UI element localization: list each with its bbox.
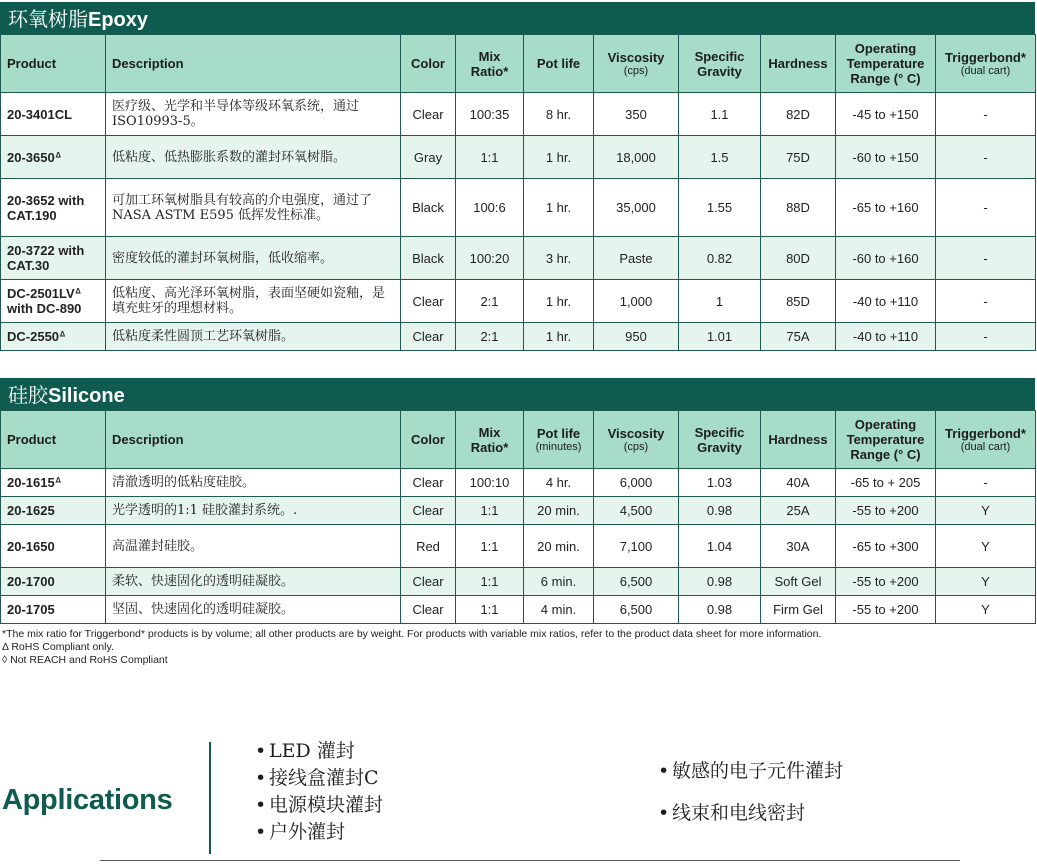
cell-hard: Soft Gel [761,568,836,596]
cell-trig: - [936,323,1036,351]
list-item: • 电源模块灌封 [255,794,384,816]
col-product: Product [1,35,106,93]
cell-sg: 1.1 [679,93,761,136]
cell-sg: 0.82 [679,237,761,280]
cell-trig: Y [936,497,1036,525]
list-item: • 敏感的电子元件灌封 [658,760,844,782]
cell-pot: 3 hr. [524,237,594,280]
table-row [1,323,1036,351]
col-trig: Triggerbond* (dual cart) [936,411,1036,469]
table-row [1,596,1036,624]
cell-desc: 密度较低的灌封环氧树脂，低收缩率。 [106,237,401,280]
table-row [1,497,1036,525]
cell-pot: 1 hr. [524,179,594,237]
cell-trig: - [936,237,1036,280]
cell-sg: 1.5 [679,136,761,179]
cell-trig: - [936,93,1036,136]
cell-temp: -65 to + 205 [836,469,936,497]
applications-title: Applications [2,784,173,816]
silicone-title: 硅胶Silicone [0,378,1035,410]
cell-sg: 1 [679,280,761,323]
col-potlife: Pot life (minutes) [524,411,594,469]
cell-hard: 80D [761,237,836,280]
list-item: • 户外灌封 [255,821,346,843]
cell-pot: 4 hr. [524,469,594,497]
cell-pot: 20 min. [524,497,594,525]
cell-temp: -65 to +160 [836,179,936,237]
silicone-section [0,378,1035,624]
cell-pot: 1 hr. [524,136,594,179]
cell-color: Clear [401,497,456,525]
table-row [1,280,1036,323]
cell-desc: 光学透明的1:1 硅胶灌封系统。. [106,497,401,525]
applications-list-2 [658,750,843,834]
cell-hard: 75D [761,136,836,179]
cell-product: 20-1705 [1,596,106,624]
cell-pot: 1 hr. [524,323,594,351]
list-item: • LED 灌封 [255,740,355,762]
cell-pot: 6 min. [524,568,594,596]
cell-mix: 1:1 [456,136,524,179]
cell-hard: 40A [761,469,836,497]
silicone-header-row [1,411,1036,469]
col-temp: Operating Temperature Range (° C) [836,35,936,93]
cell-color: Clear [401,568,456,596]
cell-color: Black [401,179,456,237]
cell-color: Black [401,237,456,280]
applications-divider [209,742,211,854]
table-row [1,136,1036,179]
cell-trig: Y [936,525,1036,568]
col-gravity: Specific Gravity [679,35,761,93]
table-row [1,179,1036,237]
silicone-table [0,410,1036,624]
cell-trig: - [936,136,1036,179]
epoxy-section [0,2,1035,351]
applications-list-1 [255,738,383,846]
cell-product: 20-1625 [1,497,106,525]
cell-temp: -45 to +150 [836,93,936,136]
cell-temp: -55 to +200 [836,497,936,525]
cell-mix: 100:35 [456,93,524,136]
cell-color: Clear [401,280,456,323]
table-row [1,568,1036,596]
cell-color: Red [401,525,456,568]
cell-sg: 0.98 [679,596,761,624]
cell-visc: 350 [594,93,679,136]
col-potlife: Pot life [524,35,594,93]
cell-product: 20-3401CL [1,93,106,136]
cell-visc: Paste [594,237,679,280]
cell-hard: Firm Gel [761,596,836,624]
table-row [1,93,1036,136]
cell-desc: 医疗级、光学和半导体等级环氧系统，通过ISO10993-5。 [106,93,401,136]
footnote-mix: *The mix ratio for Triggerbond* products is by volume; all other products are by weight. For products with variable mix ratios, refer to the product data sheet for more information. [2,628,822,640]
cell-desc: 高温灌封硅胶。 [106,525,401,568]
col-mix: Mix Ratio* [456,35,524,93]
table-row [1,469,1036,497]
cell-mix: 1:1 [456,596,524,624]
epoxy-title: 环氧树脂Epoxy [0,2,1035,34]
col-product: Product [1,411,106,469]
cell-sg: 0.98 [679,497,761,525]
cell-desc: 可加工环氧树脂具有较高的介电强度，通过了NASA ASTM E595 低挥发性标准。 [106,179,401,237]
cell-visc: 950 [594,323,679,351]
bottom-divider [100,860,960,861]
cell-visc: 1,000 [594,280,679,323]
cell-desc: 低粘度、低热膨胀系数的灌封环氧树脂。 [106,136,401,179]
cell-product: 20-3722 with CAT.30 [1,237,106,280]
cell-desc: 低粘度、高光泽环氧树脂，表面坚硬如瓷釉，是填充蛀牙的理想材料。 [106,280,401,323]
cell-visc: 6,000 [594,469,679,497]
cell-mix: 100:20 [456,237,524,280]
cell-mix: 1:1 [456,525,524,568]
cell-desc: 柔软、快速固化的透明硅凝胶。 [106,568,401,596]
cell-pot: 1 hr. [524,280,594,323]
table-row [1,525,1036,568]
cell-sg: 1.04 [679,525,761,568]
cell-hard: 85D [761,280,836,323]
cell-temp: -40 to +110 [836,280,936,323]
cell-color: Clear [401,323,456,351]
epoxy-table [0,34,1036,351]
col-color: Color [401,35,456,93]
cell-temp: -55 to +200 [836,596,936,624]
cell-desc: 低粘度柔性圆顶工艺环氧树脂。 [106,323,401,351]
cell-temp: -55 to +200 [836,568,936,596]
cell-mix: 100:10 [456,469,524,497]
cell-visc: 6,500 [594,596,679,624]
col-color: Color [401,411,456,469]
cell-product: DC-2550ᐞ [1,323,106,351]
col-description: Description [106,35,401,93]
cell-mix: 2:1 [456,323,524,351]
cell-color: Gray [401,136,456,179]
col-gravity: Specific Gravity [679,411,761,469]
cell-color: Clear [401,93,456,136]
table-row [1,237,1036,280]
cell-pot: 8 hr. [524,93,594,136]
cell-visc: 18,000 [594,136,679,179]
cell-hard: 88D [761,179,836,237]
cell-visc: 6,500 [594,568,679,596]
cell-product: 20-1700 [1,568,106,596]
cell-sg: 1.01 [679,323,761,351]
cell-color: Clear [401,469,456,497]
col-viscosity: Viscosity (cps) [594,35,679,93]
cell-color: Clear [401,596,456,624]
cell-visc: 7,100 [594,525,679,568]
cell-desc: 清澈透明的低粘度硅胶。 [106,469,401,497]
cell-trig: - [936,179,1036,237]
cell-hard: 82D [761,93,836,136]
cell-pot: 4 min. [524,596,594,624]
cell-trig: - [936,469,1036,497]
list-item: • 接线盒灌封C [255,767,379,789]
epoxy-header-row [1,35,1036,93]
cell-mix: 1:1 [456,497,524,525]
cell-trig: Y [936,568,1036,596]
col-mix: Mix Ratio* [456,411,524,469]
footnote-reach: ◊ Not REACH and RoHS Compliant [2,654,168,666]
footnotes [2,628,821,667]
cell-product: 20-3650ᐞ [1,136,106,179]
cell-temp: -40 to +110 [836,323,936,351]
list-item: • 线束和电线密封 [658,802,806,824]
col-description: Description [106,411,401,469]
cell-hard: 30A [761,525,836,568]
cell-temp: -60 to +160 [836,237,936,280]
cell-hard: 25A [761,497,836,525]
cell-hard: 75A [761,323,836,351]
cell-product: 20-3652 with CAT.190 [1,179,106,237]
cell-mix: 1:1 [456,568,524,596]
cell-mix: 2:1 [456,280,524,323]
col-hardness: Hardness [761,411,836,469]
cell-product: 20-1650 [1,525,106,568]
cell-product: 20-1615ᐞ [1,469,106,497]
cell-desc: 坚固、快速固化的透明硅凝胶。 [106,596,401,624]
col-temp: Operating Temperature Range (° C) [836,411,936,469]
footnote-rohs: Δ RoHS Compliant only. [2,641,114,653]
cell-temp: -60 to +150 [836,136,936,179]
col-trig: Triggerbond* (dual cart) [936,35,1036,93]
col-hardness: Hardness [761,35,836,93]
cell-sg: 0.98 [679,568,761,596]
cell-pot: 20 min. [524,525,594,568]
cell-product: DC-2501LVᐞ with DC-890 [1,280,106,323]
col-viscosity: Viscosity (cps) [594,411,679,469]
cell-mix: 100:6 [456,179,524,237]
cell-visc: 35,000 [594,179,679,237]
cell-sg: 1.03 [679,469,761,497]
cell-visc: 4,500 [594,497,679,525]
cell-temp: -65 to +300 [836,525,936,568]
cell-trig: Y [936,596,1036,624]
cell-trig: - [936,280,1036,323]
cell-sg: 1.55 [679,179,761,237]
